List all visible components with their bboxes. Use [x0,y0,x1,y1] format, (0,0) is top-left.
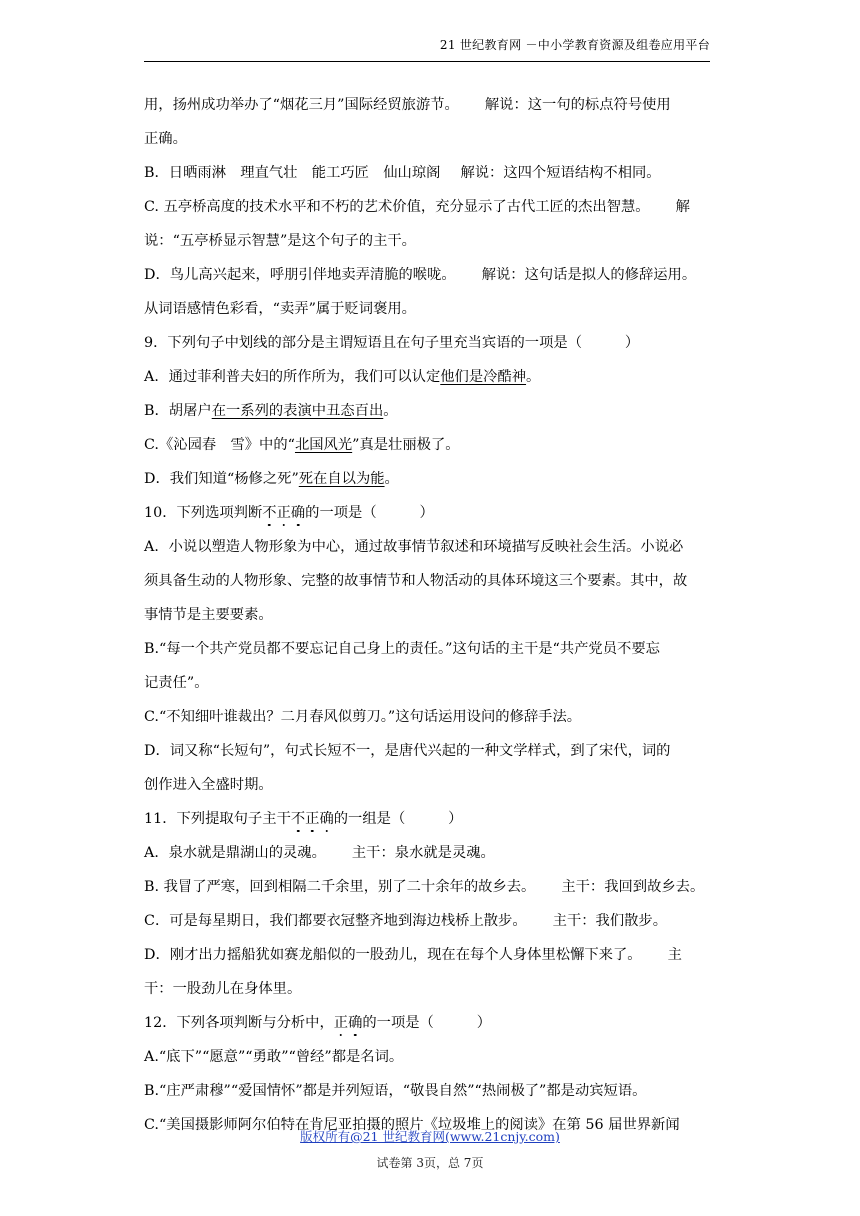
option-text: A．泉水就是鼎湖山的灵魂。 [144,845,326,861]
emphasis-char: 确 [348,1015,363,1031]
text-line [144,666,716,700]
option-text: B.“每一个共产党员都不要忘记自己身上的责任。”这句话的主干是“共产党员不要忘 [144,641,660,657]
emphasized-word [262,505,305,521]
answer-text: 用，扬州成功举办了“烟花三月”国际经贸旅游节。 [144,97,459,113]
option-text: C．可是每星期日，我们都要衣冠整齐地到海边栈桥上散步。 [144,913,527,929]
option-text: B．日晒雨淋 理直气壮 能工巧匠 仙山琼阁 [144,165,441,181]
option-text: A.“底下”“愿意”“勇敢”“曾经”都是名词。 [144,1049,404,1065]
text-line [144,292,716,326]
q12-option-a [144,1040,716,1074]
option-c-line [144,190,716,224]
page-header: 21 世纪教育网 －中小学教育资源及组卷应用平台 [439,38,710,52]
underlined-phrase: 他们是冷酷神 [440,369,527,385]
option-text: D．鸟儿高兴起来，呼朋引伴地卖弄清脆的喉咙。 [144,267,456,283]
q12-option-b [144,1074,716,1108]
q9-option-b [144,394,716,428]
option-text: C.《沁园春 雪》中的“ [144,437,295,453]
explanation-text: 解说：这一句的标点符号使用 [484,97,671,113]
question-text: 的一组是（ ） [333,811,463,827]
option-text: C. 五亭桥高度的技术水平和不朽的艺术价值，充分显示了古代工匠的杰出智慧。 [144,199,650,215]
trunk-text: 主干：泉水就是灵魂。 [351,845,495,861]
emphasized-word [334,1015,363,1031]
emphasis-char: 正 [276,505,291,521]
explanation-text: 解 [675,199,690,215]
question-text: 11．下列提取句子主干 [144,811,291,827]
underlined-phrase: 死在自以为能 [298,471,385,487]
copyright-link[interactable]: 版权所有@21 世纪教育网(www.21cnjy.com) [300,1129,560,1144]
option-text: B.“庄严肃穆”“爱国情怀”都是并列短语，“敬畏自然”“热闹极了”都是动宾短语。 [144,1083,647,1099]
option-text: C.“美国摄影师阿尔伯特在肯尼亚拍摄的照片《垃圾堆上的阅读》在第 56 届世界新闻 [144,1117,680,1133]
option-text: A．通过菲利普夫妇的所作所为，我们可以认定 [144,369,441,385]
emphasis-char: 不 [290,811,306,827]
option-text: 。 [384,471,399,487]
option-text: ”真是壮丽极了。 [352,437,460,453]
emphasis-char: 不 [262,505,277,521]
option-text: D．刚才出力摇船犹如赛龙船似的一股劲儿，现在在每个人身体里松懈下来了。 [144,947,642,963]
q11-option-b [144,870,716,904]
emphasis-char: 正 [305,811,320,827]
question-text: 10．下列选项判断 [144,505,263,521]
option-text: 记责任”。 [144,675,209,691]
explanation-text: 解说：这四个短语结构不相同。 [460,165,661,181]
q10-option-b [144,632,716,666]
emphasis-char: 正 [333,1015,349,1031]
question-text: 的一项是（ ） [305,505,434,521]
page-number: 试卷第 3页，总 7页 [376,1156,484,1170]
text-line [144,768,716,802]
question-text: 12．下列各项判断与分析中， [144,1015,334,1031]
option-text: D．词又称“长短句”，句式长短不一，是唐代兴起的一种文学样式，到了宋代，词的 [144,743,671,759]
option-b-line [144,156,716,190]
question-10-stem [144,496,716,530]
option-text: 创作进入全盛时期。 [144,777,273,793]
option-text: 。 [383,403,398,419]
question-9-stem [144,326,716,360]
q11-option-d [144,938,716,972]
text-line [144,564,716,598]
text-line [144,972,716,1006]
option-text: 事情节是主要要素。 [144,607,273,623]
trunk-text: 干：一股劲儿在身体里。 [144,981,302,997]
question-11-stem [144,802,716,836]
option-text: 须具备生动的人物形象、完整的故事情节和人物活动的具体环境这三个要素。其中，故 [144,573,688,589]
underlined-phrase: 在一系列的表演中丑态百出 [211,403,384,419]
option-text: D．我们知道“杨修之死” [144,471,299,487]
q9-option-d [144,462,716,496]
header-divider [144,61,710,62]
explanation-text: 说：“五亭桥显示智慧”是这个句子的主干。 [144,233,416,249]
question-text: 的一项是（ ） [362,1015,492,1031]
q10-option-a [144,530,716,564]
explanation-text: 从词语感情色彩看，“卖弄”属于贬词褒用。 [144,301,416,317]
question-12-stem [144,1006,716,1040]
q11-option-a [144,836,716,870]
option-d-line [144,258,716,292]
text-line [144,224,716,258]
q9-option-a [144,360,716,394]
explanation-text: 正确。 [144,131,187,147]
option-text: C.“不知细叶谁裁出？二月春风似剪刀。”这句话运用设问的修辞手法。 [144,709,582,725]
option-text: B．胡屠户 [144,403,212,419]
q10-option-d [144,734,716,768]
emphasized-word [291,811,334,827]
text-line [144,88,716,122]
explanation-text: 解说：这句话是拟人的修辞运用。 [481,267,697,283]
q10-option-c [144,700,716,734]
option-text: 。 [526,369,541,385]
trunk-text: 主干：我回到故乡去。 [561,879,705,895]
trunk-text: 主 [667,947,682,963]
option-text: B. 我冒了严寒，回到相隔二千余里，别了二十余年的故乡去。 [144,879,536,895]
emphasis-char: 确 [319,811,334,827]
document-body [144,88,716,1142]
emphasis-char: 确 [290,505,306,521]
option-text: A．小说以塑造人物形象为中心，通过故事情节叙述和环境描写反映社会生活。小说必 [144,539,684,555]
underlined-phrase: 北国风光 [294,437,353,453]
trunk-text: 主干：我们散步。 [552,913,668,929]
q9-option-c [144,428,716,462]
text-line [144,598,716,632]
text-line [144,122,716,156]
question-text: 9．下列句子中划线的部分是主谓短语且在句子里充当宾语的一项是（ ） [144,335,640,351]
q11-option-c [144,904,716,938]
